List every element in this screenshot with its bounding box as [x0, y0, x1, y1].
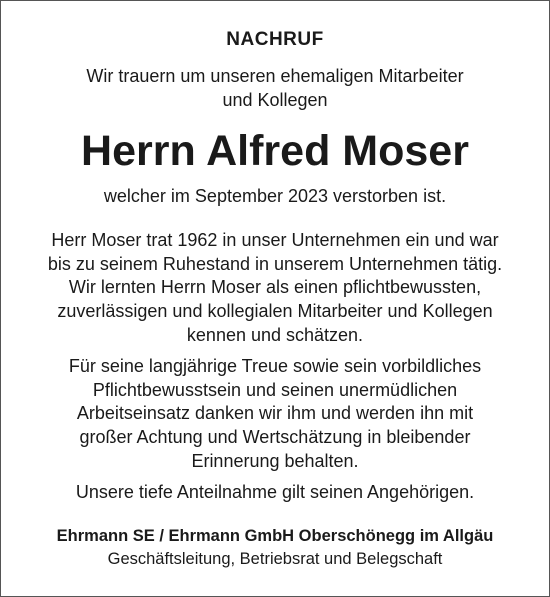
signature-company: Ehrmann SE / Ehrmann GmbH Oberschönegg im Allgäu — [56, 527, 494, 545]
paragraph-line: Pflichtbewusstsein und seinen unermüdlichen — [92, 379, 458, 400]
gratitude-paragraph — [0, 355, 550, 474]
paragraph-line: zuverlässigen und kollegialen Mitarbeiter und Kollegen — [57, 301, 493, 322]
paragraph-line: Herr Moser trat 1962 in unser Unternehmen ein und war — [51, 230, 499, 250]
condolence-paragraph — [0, 481, 550, 505]
paragraph-line: Wir lernten Herrn Moser als einen pflichtbewussten, — [68, 277, 482, 298]
signature-departments: Geschäftsleitung, Betriebsrat und Belegschaft — [107, 550, 443, 568]
intro-text — [0, 64, 550, 112]
deceased-name: Herrn Alfred Moser — [81, 127, 469, 175]
career-paragraph — [0, 229, 550, 348]
paragraph-line: Unsere tiefe Anteilnahme gilt seinen Angehörigen. — [75, 482, 475, 502]
paragraph-line: großer Achtung und Wertschätzung in bleibender — [79, 427, 471, 448]
date-of-passing: welcher im September 2023 verstorben ist. — [103, 186, 447, 206]
paragraph-line: Arbeitseinsatz danken wir ihm und werden ihn mit — [76, 403, 474, 424]
notice-heading: NACHRUF — [226, 29, 324, 50]
paragraph-line: Erinnerung behalten. — [191, 450, 359, 471]
paragraph-line: kennen und schätzen. — [186, 324, 364, 345]
intro-line: Wir trauern um unseren ehemaligen Mitarbeiter — [86, 66, 464, 86]
paragraph-line: bis zu seinem Ruhestand in unserem Unternehmen tätig. — [47, 253, 503, 274]
paragraph-line: Für seine langjährige Treue sowie sein vorbildliches — [68, 356, 482, 376]
intro-line: und Kollegen — [222, 90, 328, 110]
